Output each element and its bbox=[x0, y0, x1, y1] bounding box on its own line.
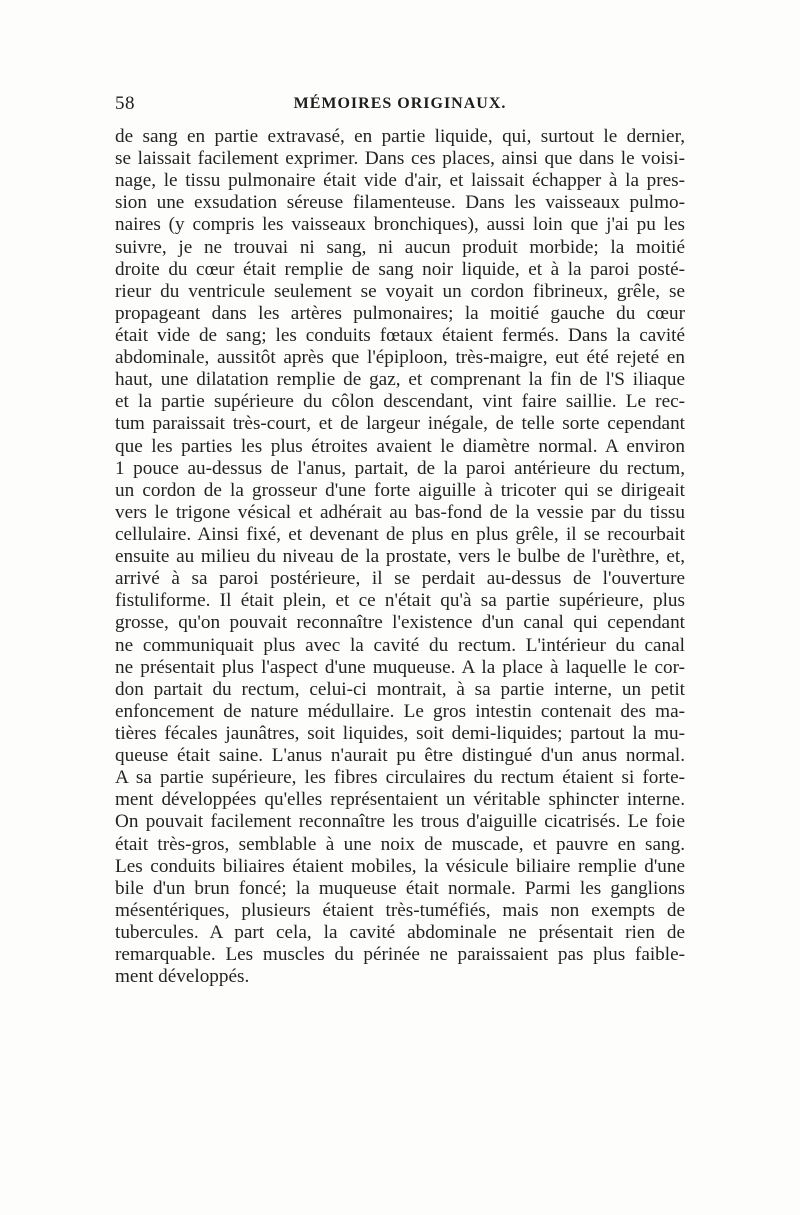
text-line: remarquable. Les muscles du périnée ne paraissaient pas plus faible- bbox=[115, 944, 685, 966]
text-line: nage, le tissu pulmonaire était vide d'air, et laissait échapper à la pres- bbox=[115, 170, 685, 192]
text-line: tum paraissait très-court, et de largeur inégale, de telle sorte cependant bbox=[115, 413, 685, 435]
text-line: 1 pouce au-dessus de l'anus, partait, de la paroi antérieure du rectum, bbox=[115, 457, 685, 479]
running-head bbox=[115, 93, 685, 119]
text-line: vers le trigone vésical et adhérait au bas-fond de la vessie par du tissu bbox=[115, 501, 685, 523]
text-line: naires (y compris les vaisseaux bronchiques), aussi loin que j'ai pu les bbox=[115, 214, 685, 236]
text-line: ne présentait plus l'aspect d'une muqueuse. A la place à laquelle le cor- bbox=[115, 656, 685, 678]
text-line: mésentériques, plusieurs étaient très-tuméfiés, mais non exempts de bbox=[115, 899, 685, 921]
text-line: et la partie supérieure du côlon descendant, vint faire saillie. Le rec- bbox=[115, 391, 685, 413]
text-line: tières fécales jaunâtres, soit liquides, soit demi-liquides; partout la mu- bbox=[115, 722, 685, 744]
text-line: se laissait facilement exprimer. Dans ces places, ainsi que dans le voisi- bbox=[115, 148, 685, 170]
text-line: propageant dans les artères pulmonaires; la moitié gauche du cœur bbox=[115, 302, 685, 324]
page-number: 58 bbox=[115, 93, 135, 114]
text-line: était très-gros, semblable à une noix de muscade, et pauvre en sang. bbox=[115, 833, 685, 855]
text-line: ment développées qu'elles représentaient un véritable sphincter interne. bbox=[115, 789, 685, 811]
text-line: Les conduits biliaires étaient mobiles, la vésicule biliaire remplie d'une bbox=[115, 855, 685, 877]
text-line: ment développés. bbox=[115, 966, 250, 988]
running-title: MÉMOIRES ORIGINAUX. bbox=[293, 95, 507, 112]
text-line: queuse était saine. L'anus n'aurait pu être distingué d'un anus normal. bbox=[115, 745, 685, 767]
text-line: grosse, qu'on pouvait reconnaître l'existence d'un canal qui cependant bbox=[115, 612, 685, 634]
text-line: fistuliforme. Il était plein, et ce n'était qu'à sa partie supérieure, plus bbox=[115, 590, 685, 612]
text-line: enfoncement de nature médullaire. Le gros intestin contenait des ma- bbox=[115, 700, 685, 722]
text-line: que les parties les plus étroites avaient le diamètre normal. A environ bbox=[115, 435, 685, 457]
text-line: arrivé à sa paroi postérieure, il se perdait au-dessus de l'ouverture bbox=[115, 568, 685, 590]
text-line: sion une exsudation séreuse filamenteuse. Dans les vaisseaux pulmo- bbox=[115, 192, 685, 214]
text-line: rieur du ventricule seulement se voyait un cordon fibrineux, grêle, se bbox=[115, 280, 685, 302]
text-line: cellulaire. Ainsi fixé, et devenant de plus en plus grêle, il se recourbait bbox=[115, 523, 685, 545]
text-line: était vide de sang; les conduits fœtaux étaient fermés. Dans la cavité bbox=[115, 324, 685, 346]
text-line: haut, une dilatation remplie de gaz, et comprenant la fin de l'S iliaque bbox=[115, 369, 685, 391]
text-line: droite du cœur était remplie de sang noir liquide, et à la paroi posté- bbox=[115, 258, 685, 280]
text-line: don partait du rectum, celui-ci montrait, à sa partie interne, un petit bbox=[115, 678, 685, 700]
text-line: On pouvait facilement reconnaître les trous d'aiguille cicatrisés. Le foie bbox=[115, 811, 685, 833]
text-line: ne communiquait plus avec la cavité du rectum. L'intérieur du canal bbox=[115, 634, 685, 656]
text-line: tubercules. A part cela, la cavité abdominale ne présentait rien de bbox=[115, 921, 685, 943]
text-line: A sa partie supérieure, les fibres circulaires du rectum étaient si forte- bbox=[115, 767, 685, 789]
text-line: ensuite au milieu du niveau de la prostate, vers le bulbe de l'urèthre, et, bbox=[115, 546, 685, 568]
text-line: suivre, je ne trouvai ni sang, ni aucun produit morbide; la moitié bbox=[115, 236, 685, 258]
body-text bbox=[115, 126, 685, 988]
text-line: de sang en partie extravasé, en partie liquide, qui, surtout le dernier, bbox=[115, 126, 685, 147]
text-line: abdominale, aussitôt après que l'épiploon, très-maigre, eut été rejeté en bbox=[115, 347, 685, 369]
text-line: bile d'un brun foncé; la muqueuse était normale. Parmi les ganglions bbox=[115, 877, 685, 899]
text-line: un cordon de la grosseur d'une forte aiguille à tricoter qui se dirigeait bbox=[115, 479, 685, 501]
